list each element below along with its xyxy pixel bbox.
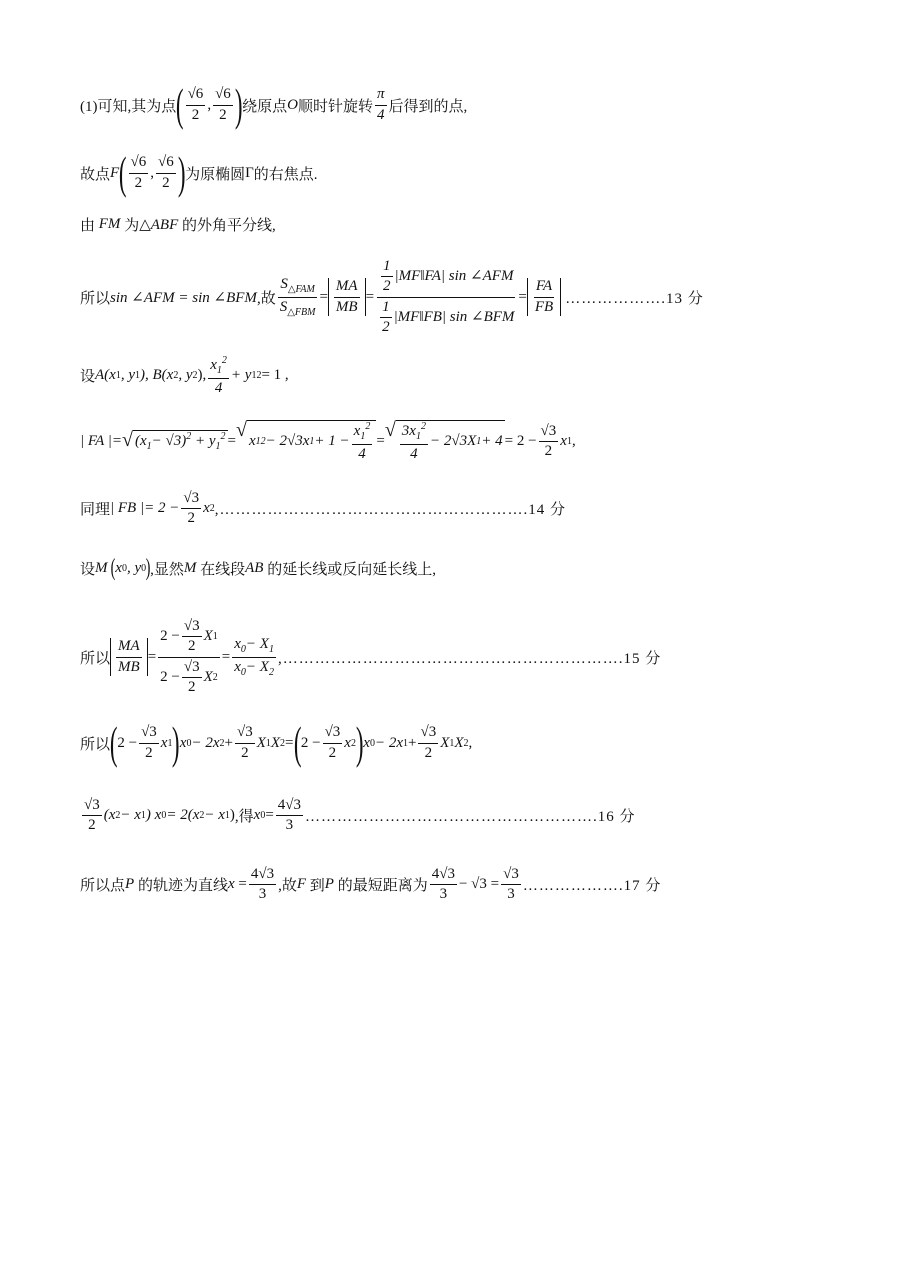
fraction: $\frac{\pi}{4}$ — [377, 86, 385, 123]
text: 故点 — [80, 166, 111, 183]
line-6: | FA |= √ $(x_1- √3)^2 + y_1^2$ = √ x 1 2 − 2√3x 1 + 1 − $\frac{x_1^2}{4}$ = √ $\frac{3x_1^2}{4}$ − 2√3X 1 + 4 = 2 − $\frac{√3}{2}$ x 1 , — [80, 419, 576, 462]
line-3 — [80, 214, 276, 235]
line-9: 所以 $\frac{MA}{MB}$ = 2 − $\frac{√3}{2}$ X 1 2 − $\frac{√3}{2}$ X 2 = $\frac{x_0- X_1}{x_0- X_2}$ ,……………………………………………………….15 分 — [80, 618, 662, 695]
fraction: $\frac{√6}{2}$ — [158, 154, 174, 191]
line-5: 设 A(x 1 , y 1 ), B(x 2 , y 2 ), $\frac{x_1^2}{4}$ + y 1 2 = 1 , — [80, 355, 289, 396]
text: 由 — [80, 218, 96, 234]
text: 顺时针旋转 — [297, 98, 373, 115]
score: ……………………………………………….16 分 — [305, 809, 636, 826]
score: ……………….17 分 — [522, 878, 662, 895]
paren-right: ) — [234, 79, 243, 130]
math-expr: sin ∠AFM = sin ∠BFM — [110, 289, 257, 306]
fraction: $\frac{1}{2}$ |MF‖FA| sin ∠AFM $\frac{1}{2}$ |MF‖FB| sin ∠BFM — [376, 258, 516, 336]
line-7: 同理 | FB |= 2 − $\frac{√3}{2}$ x 2 ,………………………………………………….14 分 — [80, 490, 567, 527]
line-11: $\frac{√3}{2}$ (x 2 − x 1 ) x 0 = 2(x 2 − x 1 ) ,得 x 0 = $\frac{4√3}{3}$ ……………………………………………….16 分 — [84, 797, 636, 834]
text: (1)可知,其为点 — [80, 98, 177, 115]
fraction: $\frac{√6}{2}$ — [130, 154, 147, 191]
score: ,……………………………………………………….15 分 — [277, 650, 662, 667]
math-var: O — [287, 96, 298, 113]
paren-right: ) — [177, 147, 186, 198]
score: ……………….13 分 — [565, 290, 704, 307]
math-var: Γ — [245, 164, 254, 181]
fraction: $\frac{√6}{2}$ — [187, 86, 204, 123]
line-12: 所以点 P 的轨迹为直线 x = $\frac{4√3}{3}$ ,故 F 到 P 的最短距离为 $\frac{4√3}{3}$ − √3 = $\frac{√3}{3}$ ……………….17 分 — [80, 866, 662, 903]
abs: $\frac{MA}{MB}$ — [328, 278, 366, 316]
text: 绕原点 — [242, 98, 288, 115]
math-var: △ABF — [139, 217, 179, 233]
paren-left: ( — [119, 147, 127, 198]
fraction: $\frac{√6}{2}$ — [215, 86, 231, 123]
math-var: F — [110, 164, 120, 181]
math-var: FM — [98, 216, 121, 232]
text: 为 — [124, 218, 140, 234]
line-8: 设 M ( x 0 , y 0 ) ,显然 M 在线段 AB 的延长线或反向延长线上, — [80, 555, 436, 581]
text: ,故 — [256, 290, 276, 307]
fraction: $\frac{S_{\triangle FAM}}{S_{\triangle FBM}}$ — [279, 276, 316, 318]
line-2: 故点 F ( $\frac{√6}{2}$ , $\frac{√6}{2}$ ) 为原椭圆 Γ 的右焦点. — [80, 147, 318, 198]
line-4: 所以 sin ∠AFM = sin ∠BFM ,故 $\frac{S_{\triangle FAM}}{S_{\triangle FBM}}$ = $\frac{MA}{MB}$ = $\frac{1}{2}$ |MF‖FA| sin ∠AFM $\frac{1}{2}$ |MF‖FB| sin ∠BFM = $\frac{FA}{FB}$ ……………….13 分 — [80, 258, 704, 335]
score: ,………………………………………………….14 分 — [214, 502, 567, 519]
line-1: (1)可知,其为点 ( $\frac{√6}{2}$ , $\frac{√6}{2}$ ) 绕原点 O 顺时针旋转 $\frac{\pi}{4}$ 后得到的点, — [80, 79, 468, 130]
line-10: 所以 ( 2 − $\frac{√3}{2}$ x 1 ) x 0 − 2x 2 + $\frac{√3}{2}$ X 1 X 2 = ( 2 − $\frac{√3}{2}$ x 2 ) x 0 − 2x 1 + $\frac{√3}{2}$ X 1 X 2 , — [80, 717, 473, 768]
abs: $\frac{FA}{FB}$ — [527, 278, 561, 316]
text: 后得到的点, — [388, 98, 468, 115]
text: 所以 — [80, 290, 111, 307]
text: 的右焦点. — [253, 166, 318, 183]
text: 为原椭圆 — [185, 166, 246, 183]
paren-left: ( — [176, 79, 184, 130]
text: 的外角平分线, — [181, 218, 276, 234]
